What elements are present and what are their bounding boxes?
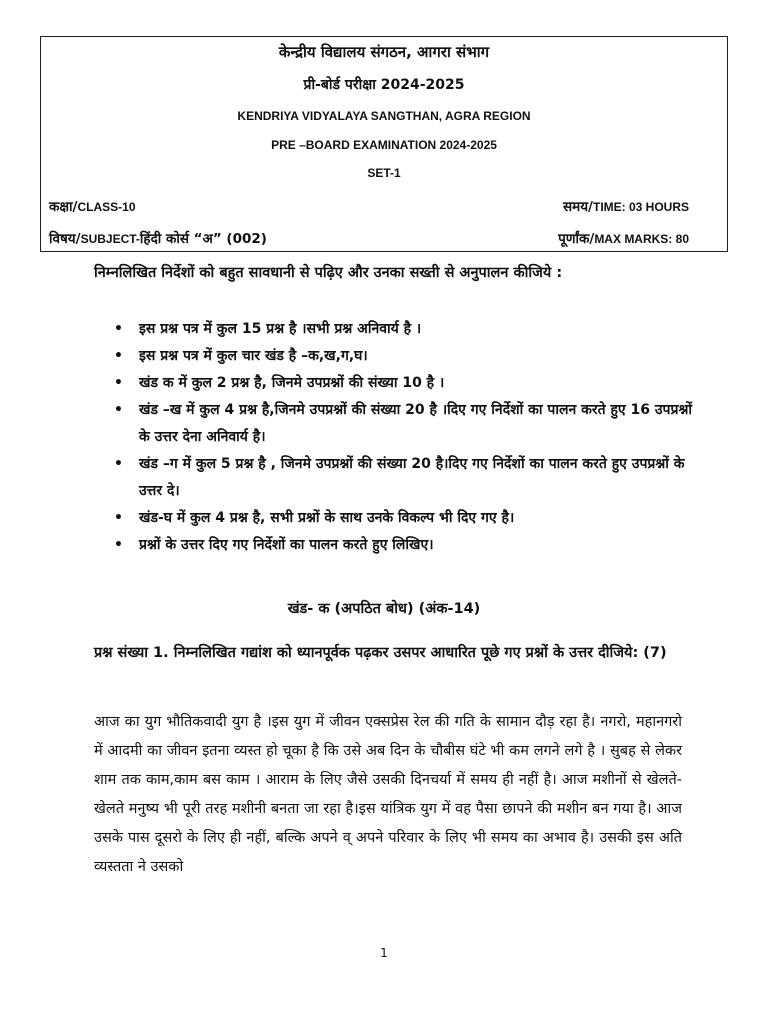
- exam-header-box: [40, 36, 728, 252]
- instruction-item: • इस प्रश्न पत्र में कुल 15 प्रश्न है ।सभी प्रश्न अनिवार्य है ।: [114, 316, 694, 343]
- page-number: 1: [380, 946, 388, 960]
- instruction-item: • खंड –ख में कुल 4 प्रश्न है,जिनमे उपप्रश्नों की संख्या 20 है ।दिए गए निर्देशों का पालन करते हुए 16 उपप्रश्नों के उत्तर देना अनिवार्य है।: [114, 397, 694, 451]
- instruction-item: • खंड-घ में कुल 4 प्रश्न है, सभी प्रश्नों के साथ उनके विकल्प भी दिए गए है।: [114, 505, 694, 532]
- section-title: खंड- क (अपठित बोध) (अंक-14): [287, 601, 481, 617]
- marks-info: पूर्णांक/MAX MARKS: 80: [558, 231, 689, 247]
- time-info: समय/TIME: 03 HOURS: [563, 199, 689, 215]
- class-info: कक्षा/CLASS-10: [49, 199, 136, 215]
- organisation-title-hindi: केन्द्रीय विद्यालय संगठन, आगरा संभाग: [278, 43, 490, 61]
- instruction-item: • खंड –ग में कुल 5 प्रश्न है , जिनमे उपप्रश्नों की संख्या 20 है।दिए गए निर्देशों का पालन करते हुए उपप्रश्नों के उत्तर दे।: [114, 451, 694, 505]
- instruction-item: • प्रश्नों के उत्तर दिए गए निर्देशों का पालन करते हुए लिखिए।: [114, 532, 694, 559]
- instructions-list: [114, 316, 694, 559]
- organisation-title-english: KENDRIYA VIDYALAYA SANGTHAN, AGRA REGION: [237, 109, 531, 123]
- subject-info: विषय/SUBJECT-हिंदी कोर्स “अ” (002): [49, 231, 267, 247]
- subject-marks-row: [49, 229, 689, 247]
- question-1-heading: प्रश्न संख्या 1. निम्नलिखित गद्यांश को ध्यानपूर्वक पढ़कर उसपर आधारित पूछे गए प्रश्नों के उत्तर दीजिये: (7): [94, 645, 667, 661]
- set-number: SET-1: [367, 166, 401, 180]
- exam-title-hindi: प्री-बोर्ड परीक्षा 2024-2025: [303, 77, 465, 93]
- unseen-passage: आज का युग भौतिकवादी युग है ।इस युग में जीवन एक्सप्रेस रेल की गति के सामान दौड़ रहा है। नगरो, महानगरो में आदमी का जीवन इतना व्यस्त हो चूका है कि उसे अब दिन के चौबीस घंटे भी कम लगने लगे है । सुबह से लेकर शाम तक काम,काम बस काम । आराम के लिए जैसे उसकी दिनचर्या में समय ही नहीं है। आज मशीनों से खेलते-खेलते मनुष्य भी पूरी तरह मशीनी बनता जा रहा है।इस यांत्रिक युग में वह पैसा छापने की मशीन बन गया है। आज उसके पास दूसरो के लिए ही नहीं, बल्कि अपने व् अपने परिवार के लिए भी समय का अभाव है। उसकी इस अति व्यस्तता ने उसको: [94, 714, 682, 875]
- instructions-heading: निम्नलिखित निर्देशों को बहुत सावधानी से पढ़िए और उनका सख्ती से अनुपालन कीजिये :: [94, 265, 563, 281]
- instruction-item: • खंड क में कुल 2 प्रश्न है, जिनमे उपप्रश्नों की संख्या 10 है ।: [114, 370, 694, 397]
- class-time-row: [49, 197, 689, 215]
- instruction-item: • इस प्रश्न पत्र में कुल चार खंड है –क,ख,ग,घ।: [114, 343, 694, 370]
- exam-title-english: PRE –BOARD EXAMINATION 2024-2025: [271, 138, 497, 152]
